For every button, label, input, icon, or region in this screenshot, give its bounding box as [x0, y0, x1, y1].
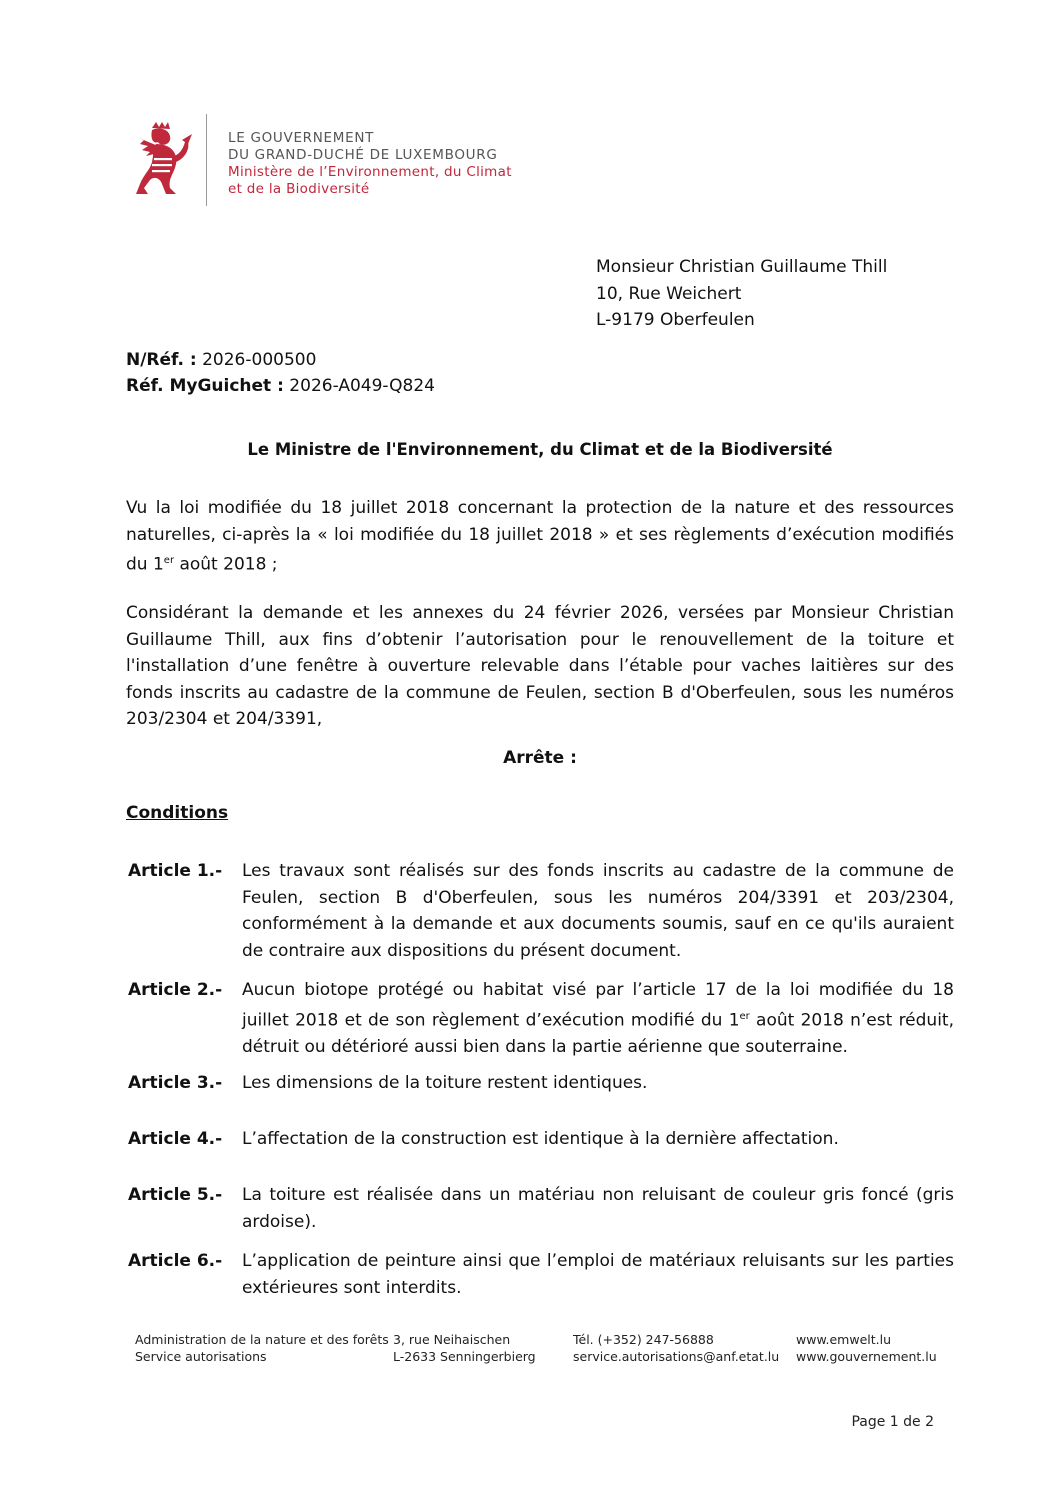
reference-block [126, 347, 435, 399]
gov-line-1: LE GOUVERNEMENT [228, 130, 375, 146]
red-lion-icon [130, 122, 192, 198]
footer-text: L-2633 Senningerbierg [393, 1349, 536, 1364]
nref-label: N/Réf. : [126, 350, 197, 370]
myguichet-line [126, 373, 435, 399]
footer-link[interactable]: www.gouvernement.lu [796, 1349, 937, 1364]
gov-line-2: DU GRAND-DUCHÉ DE LUXEMBOURG [228, 147, 498, 163]
article-number: Article 6.- [128, 1251, 223, 1271]
recipient-city: L-9179 Oberfeulen [596, 310, 755, 330]
ministry-line-1: Ministère de l’Environnement, du Climat [228, 164, 512, 180]
article-number: Article 4.- [128, 1129, 223, 1149]
minister-title: Le Ministre de l'Environnement, du Climat et de la Biodiversité [247, 440, 833, 459]
considerant-paragraph: Considérant la demande et les annexes du 24 février 2026, versées par Monsieur Christian Guillaume Thill, aux fins d’obtenir l’autorisation pour le renouvellement de la toiture et l'installation d’une fenêtre à ouverture relevable dans l’étable pour vaches laitières sur des fonds inscrits au cadastre de la commune de Feulen, section B d'Oberfeulen, sous les numéros 203/2304 et 204/3391, [126, 603, 954, 729]
article-text: L’affectation de la construction est identique à la dernière affectation. [242, 1129, 839, 1149]
footer-text: Administration de la nature et des forêts [135, 1332, 389, 1347]
footer-text: 3, rue Neihaischen [393, 1332, 511, 1347]
ministry-line-2: et de la Biodiversité [228, 181, 370, 197]
nref-line [126, 347, 435, 373]
footer-phone: Tél. (+352) 247-56888 [573, 1332, 714, 1347]
footer-websites [796, 1331, 937, 1365]
footer-address [393, 1331, 536, 1365]
article-text: La toiture est réalisée dans un matériau non reluisant de couleur gris foncé (gris ardoise). [242, 1185, 954, 1232]
myguichet-label: Réf. MyGuichet : [126, 376, 284, 396]
article-number: Article 5.- [128, 1185, 223, 1205]
article-text-1: Aucun biotope protégé ou habitat visé par l’article 17 de la loi modifiée du 18 juillet 2018 et de son règlement d’exécution modifié du 1 [242, 980, 954, 1031]
article-number: Article 2.- [128, 980, 223, 1000]
myguichet-value: 2026-A049-Q824 [283, 376, 435, 396]
recipient-name: Monsieur Christian Guillaume Thill [596, 257, 888, 277]
footer-email[interactable]: service.autorisations@anf.etat.lu [573, 1349, 780, 1364]
article-text-2: août 2018 n’est réduit, détruit ou détérioré aussi bien dans la partie aérienne que souterraine. [242, 1010, 954, 1057]
footer-contact [573, 1331, 779, 1365]
recipient-street: 10, Rue Weichert [596, 283, 742, 304]
footer-link[interactable]: www.emwelt.lu [796, 1332, 892, 1347]
organisation-block [228, 130, 512, 198]
page-number: Page 1 de 2 [851, 1414, 934, 1430]
recipient-address [596, 254, 887, 334]
footer-administration [135, 1331, 389, 1365]
article-number: Article 3.- [128, 1073, 223, 1093]
article-text [242, 977, 954, 1060]
logo-divider [206, 114, 207, 206]
vu-paragraph [126, 495, 954, 578]
article-text: Les dimensions de la toiture restent identiques. [242, 1073, 648, 1093]
vu-text-1: Vu la loi modifiée du 18 juillet 2018 concernant la protection de la nature et des ressources naturelles, ci-après la « loi modifiée du 18 juillet 2018 » et ses règlements d’exécution modifiés du 1 [126, 498, 954, 575]
vu-superscript: er [163, 555, 175, 566]
nref-value: 2026-000500 [196, 350, 317, 370]
article-superscript: er [739, 1010, 750, 1022]
article-number: Article 1.- [128, 861, 223, 881]
conditions-heading: Conditions [126, 803, 229, 823]
vu-text-2: août 2018 ; [174, 554, 278, 575]
footer-text: Service autorisations [135, 1349, 267, 1364]
article-text: L’application de peinture ainsi que l’emploi de matériaux reluisants sur les parties extérieures sont interdits. [242, 1251, 954, 1298]
arrete-heading: Arrête : [503, 748, 577, 768]
article-text: Les travaux sont réalisés sur des fonds inscrits au cadastre de la commune de Feulen, section B d'Oberfeulen, sous les numéros 204/3391 et 203/2304, conformément à la demande et aux documents soumis, sauf en ce qu'ils auraient de contraire aux dispositions du présent document. [242, 861, 954, 961]
